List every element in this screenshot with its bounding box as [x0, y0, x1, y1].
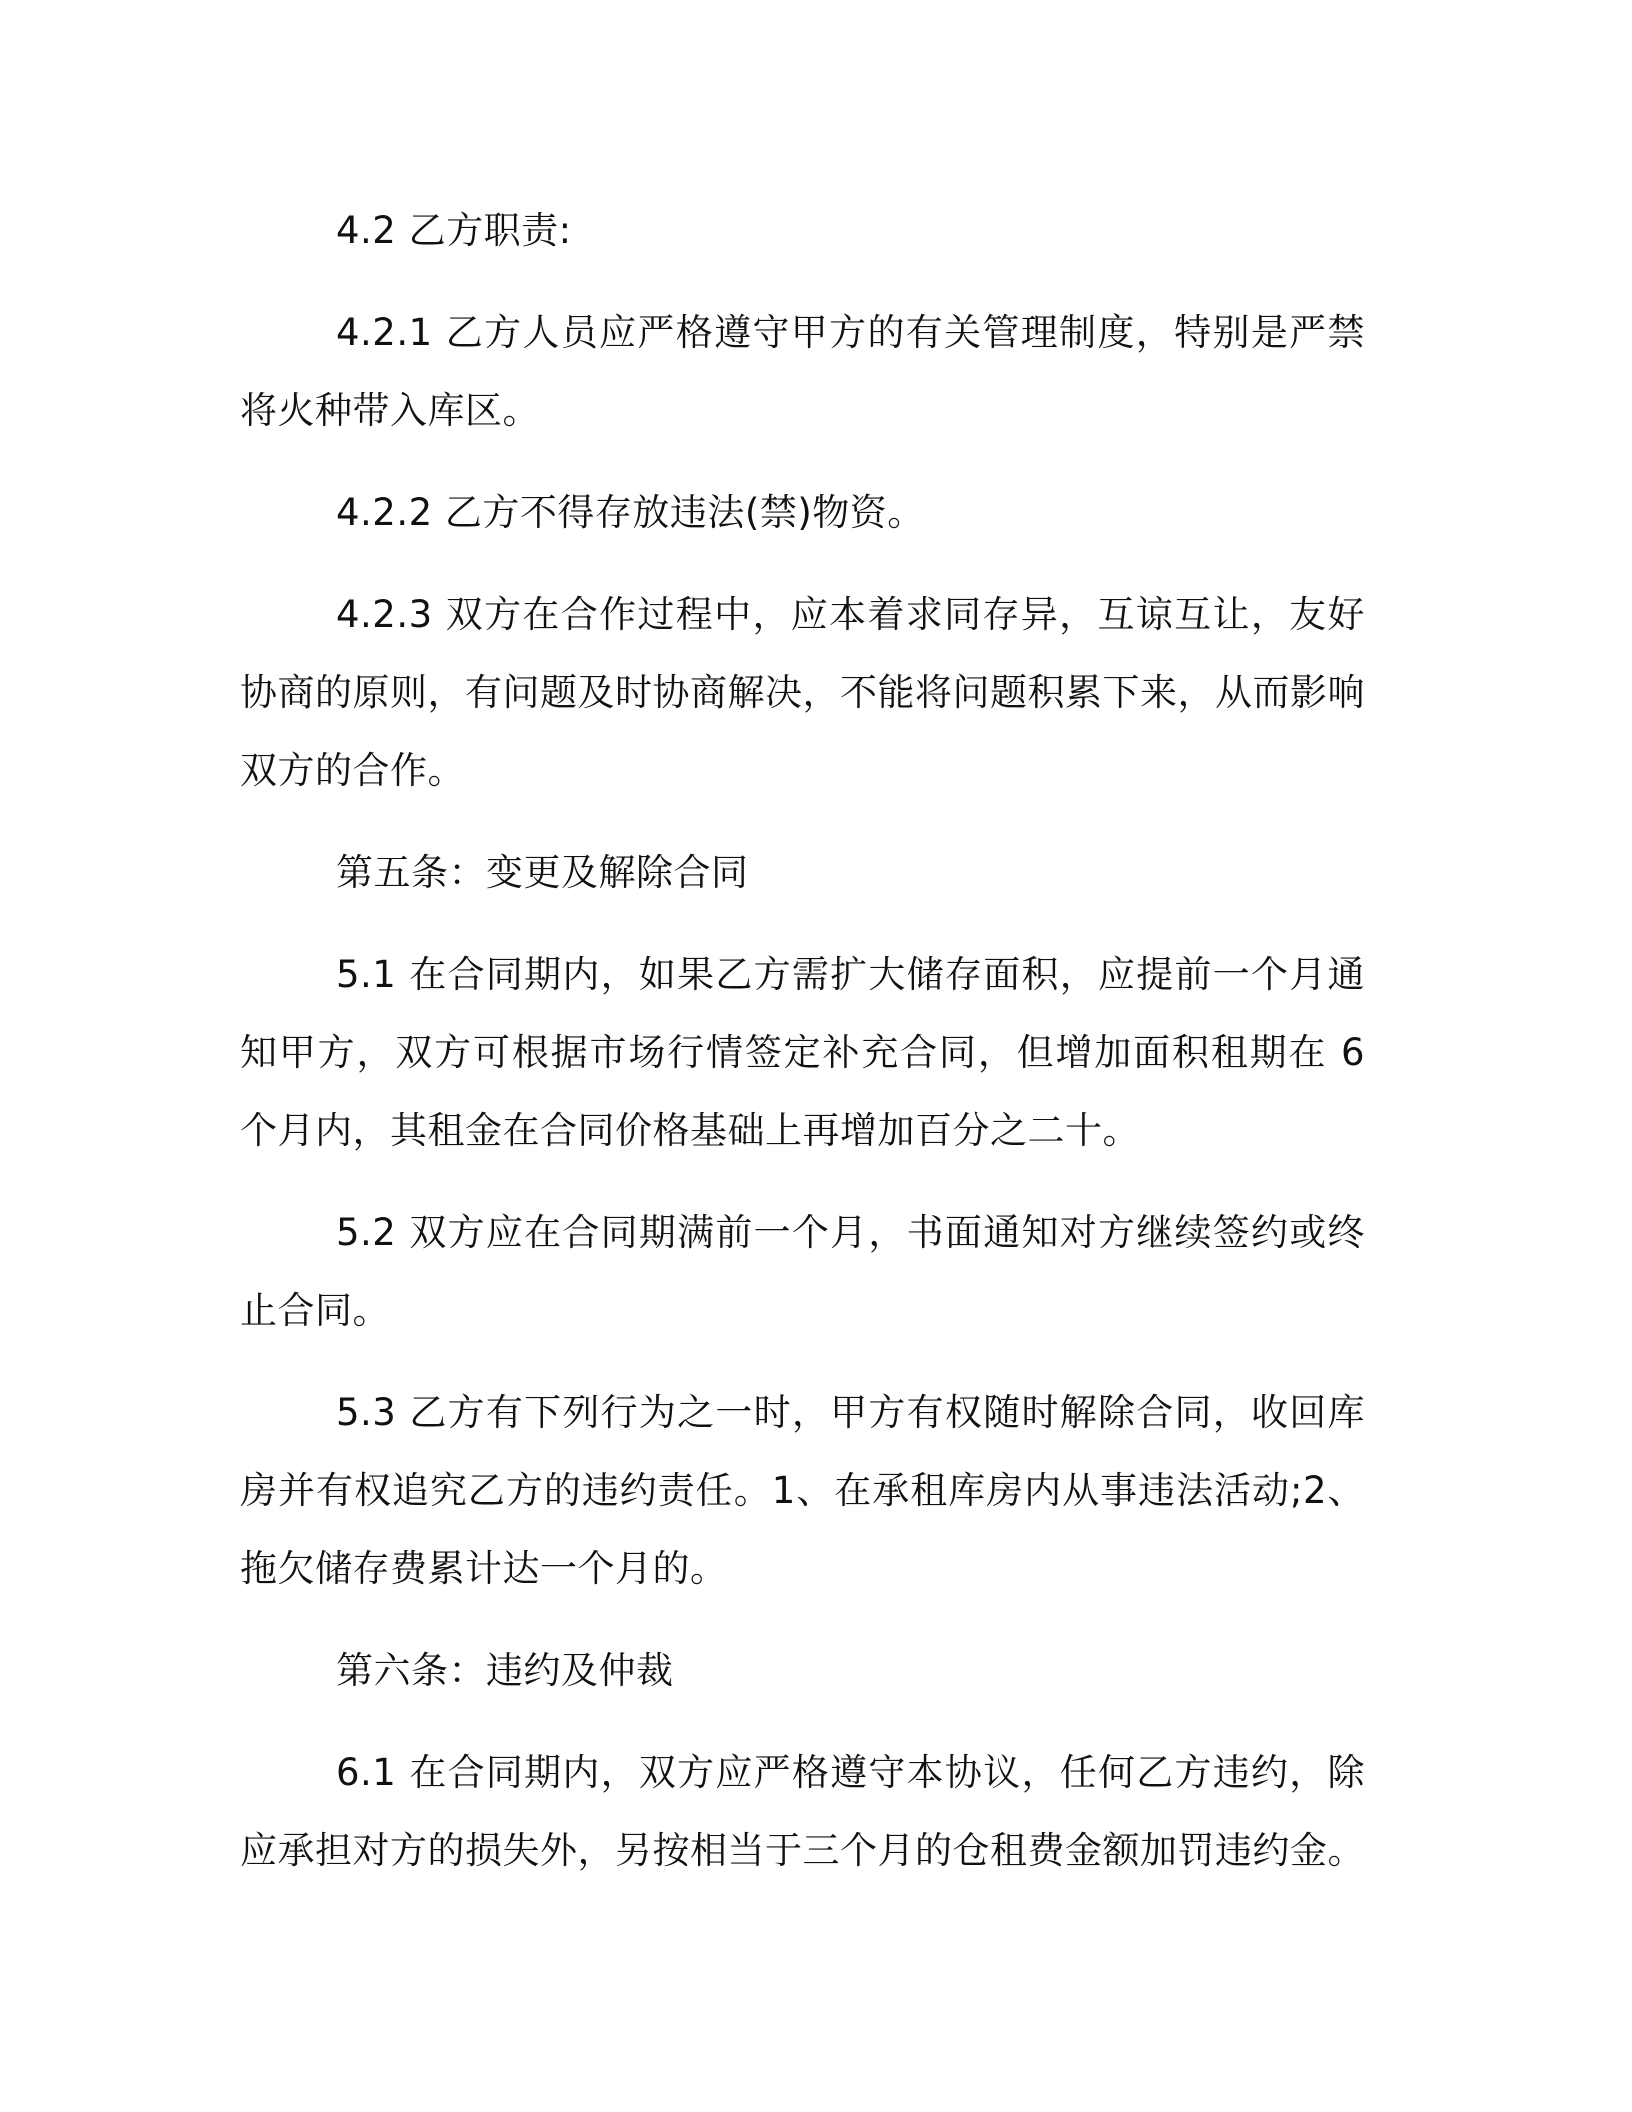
document-body: [240, 192, 1365, 1914]
clause-5-2: 5.2 双方应在合同期满前一个月，书面通知对方继续签约或终止合同。: [240, 1211, 1365, 1332]
clause-5-1: 5.1 在合同期内，如果乙方需扩大储存面积，应提前一个月通知甲方，双方可根据市场行情签定补充合同，但增加面积租期在 6 个月内，其租金在合同价格基础上再增加百分之二十。: [240, 953, 1365, 1152]
clause-4-2-3: 4.2.3 双方在合作过程中，应本着求同存异，互谅互让，友好协商的原则，有问题及时协商解决，不能将问题积累下来，从而影响双方的合作。: [240, 593, 1365, 792]
article-6-heading: 第六条：违约及仲裁: [336, 1649, 674, 1692]
clause-4-2-1: 4.2.1 乙方人员应严格遵守甲方的有关管理制度，特别是严禁将火种带入库区。: [240, 311, 1365, 432]
clause-4-2-2: 4.2.2 乙方不得存放违法(禁)物资。: [336, 491, 925, 534]
clause-6-1: 6.1 在合同期内，双方应严格遵守本协议，任何乙方违约，除应承担对方的损失外，另按相当于三个月的仓租费金额加罚违约金。: [240, 1751, 1365, 1872]
clause-5-3: 5.3 乙方有下列行为之一时，甲方有权随时解除合同，收回库房并有权追究乙方的违约责任。1、在承租库房内从事违法活动;2、拖欠储存费累计达一个月的。: [240, 1391, 1365, 1590]
clause-4-2-heading: 4.2 乙方职责:: [336, 209, 572, 252]
article-5-heading: 第五条：变更及解除合同: [336, 851, 749, 894]
